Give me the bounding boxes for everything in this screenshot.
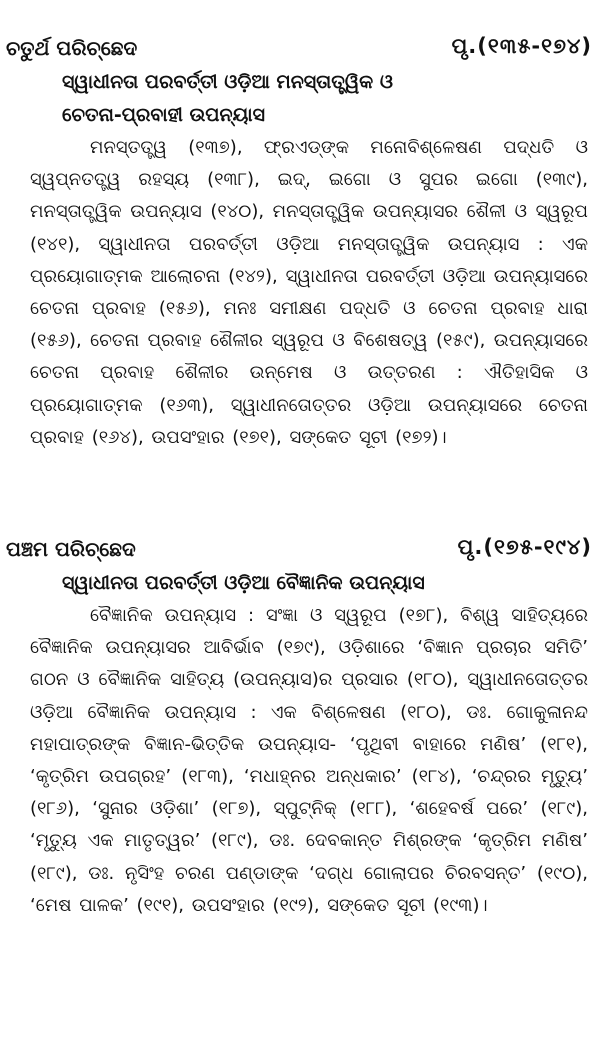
chapter-4-title-line-2: ଚେତନା-ପ୍ରବାହୀ ଉପନ୍ୟାସ <box>62 104 266 126</box>
chapter-4-section <box>0 32 600 454</box>
chapter-5-page-range: ପୃ.(୧୭୫-୧୯୪) <box>457 535 592 559</box>
chapter-4-page-range: ପୃ.(୧୩୫-୧୭୪) <box>451 34 592 58</box>
chapter-4-contents: ମନସ୍ତତ୍ତ୍ୱ (୧୩୭), ଫ୍ରଏଡ୍‌ଙ୍କ ମନୋବିଶ୍ଳେଷଣ ପଦ୍ଧତି ଓ ସ୍ୱପ୍ନତତ୍ତ୍ୱ ରହସ୍ୟ (୧୩୮), ଇଦ୍, ଇଗୋ ଓ ସୁପର ଇଗୋ (୧୩୯), ମନସ୍ତାତ୍ତ୍ୱିକ ଉପନ୍ୟାସ (୧୪୦), ମନସ୍ତାତ୍ତ୍ୱିକ ଉପନ୍ୟାସର ଶୈଳୀ ଓ ସ୍ୱରୂପ (୧୪୧), ସ୍ୱାଧୀନତା ପରବର୍ତ୍ତୀ ଓଡ଼ିଆ ମନସ୍ତାତ୍ତ୍ୱିକ ଉପନ୍ୟାସ : ଏକ ପ୍ରୟୋଗାତ୍ମକ ଆଲୋଚନା (୧୪୨), ସ୍ୱାଧୀନତା ପରବର୍ତ୍ତୀ ଓଡ଼ିଆ ଉପନ୍ୟାସରେ ଚେତନା ପ୍ରବାହ (୧୫୬), ମନଃ ସମୀକ୍ଷଣ ପଦ୍ଧତି ଓ ଚେତନା ପ୍ରବାହ ଧାରା (୧୫୬), ଚେତନା ପ୍ରବାହ ଶୈଳୀର ସ୍ୱରୂପ ଓ ବିଶେଷତ୍ୱ (୧୫୯), ଉପନ୍ୟାସରେ ଚେତନା ପ୍ରବାହ ଶୈଳୀର ଉନ୍ମେଷ ଓ ଉତ୍ତରଣ : ଐତିହାସିକ ଓ ପ୍ରୟୋଗାତ୍ମକ (୧୬୩), ସ୍ୱାଧୀନତୋତ୍ତର ଓଡ଼ିଆ ଉପନ୍ୟାସରେ ଚେତନା ପ୍ରବାହ (୧୬୪), ଉପସଂହାର (୧୭୧), ସଙ୍କେତ ସୂଚୀ (୧୭୨)। <box>30 137 588 448</box>
chapter-4-heading: ଚତୁର୍ଥ ପରିଚ୍ଛେଦ <box>6 36 138 60</box>
chapter-5-title: ସ୍ୱାଧୀନତା ପରବର୍ତ୍ତୀ ଓଡ଼ିଆ ବୈଜ୍ଞାନିକ ଉପନ୍ୟାସ <box>62 572 425 594</box>
chapter-5-header <box>0 533 600 567</box>
chapter-5-contents: ବୈଜ୍ଞାନିକ ଉପନ୍ୟାସ : ସଂଜ୍ଞା ଓ ସ୍ୱରୂପ (୧୭୮), ବିଶ୍ୱ ସାହିତ୍ୟରେ ବୈଜ୍ଞାନିକ ଉପନ୍ୟାସର ଆବିର୍ଭାବ (୧୭୯), ଓଡ଼ିଶାରେ ‘ବିଜ୍ଞାନ ପ୍ରଚାର ସମିତି’ ଗଠନ ଓ ବୈଜ୍ଞାନିକ ସାହିତ୍ୟ (ଉପନ୍ୟାସ)ର ପ୍ରସାର (୧୮୦), ସ୍ୱାଧୀନତୋତ୍ତର ଓଡ଼ିଆ ବୈଜ୍ଞାନିକ ଉପନ୍ୟାସ : ଏକ ବିଶ୍ଳେଷଣ (୧୮୦), ଡଃ. ଗୋକୁଳାନନ୍ଦ ମହାପାତ୍ରଙ୍କ ବିଜ୍ଞାନ-ଭିତ୍ତିକ ଉପନ୍ୟାସ- ‘ପୃଥିବୀ ବାହାରେ ମଣିଷ’ (୧୮୧), ‘କୃତ୍ରିମ ଉପଗ୍ରହ’ (୧୮୩), ‘ମଧାହ୍ନର ଅନ୍ଧକାର’ (୧୮୪), ‘ଚନ୍ଦ୍ରର ମୃତ୍ୟୁ’ (୧୮୬), ‘ସୁନାର ଓଡ଼ିଶା’ (୧୮୭), ସ୍ପୁଟ୍‌ନିକ୍ (୧୮୮), ‘ଶହେବର୍ଷ ପରେ’ (୧୮୯), ‘ମୃତ୍ୟୁ ଏକ ମାତୃତ୍ୱର’ (୧୮୯), ଡଃ. ଦେବକାନ୍ତ ମିଶ୍ରଙ୍କ ‘କୃତ୍ରିମ ମଣିଷ’ (୧୮୯), ଡଃ. ନୃସିଂହ ଚରଣ ପଣ୍ଡାଙ୍କ ‘ଦଗ୍‌ଧ ଗୋଲାପର ଚିରବସନ୍ତ’ (୧୯୦), ‘ମେଷ ପାଳକ’ (୧୯୧), ଉପସଂହାର (୧୯୨), ସଙ୍କେତ ସୂଚୀ (୧୯୩)। <box>30 605 588 916</box>
chapter-5-section <box>0 533 600 922</box>
chapter-4-header <box>0 32 600 66</box>
chapter-4-title-line-1: ସ୍ୱାଧୀନତା ପରବର୍ତ୍ତୀ ଓଡ଼ିଆ ମନସ୍ତାତ୍ତ୍ୱିକ ଓ <box>62 71 393 93</box>
chapter-5-heading: ପଞ୍ଚମ ପରିଚ୍ଛେଦ <box>6 537 136 561</box>
